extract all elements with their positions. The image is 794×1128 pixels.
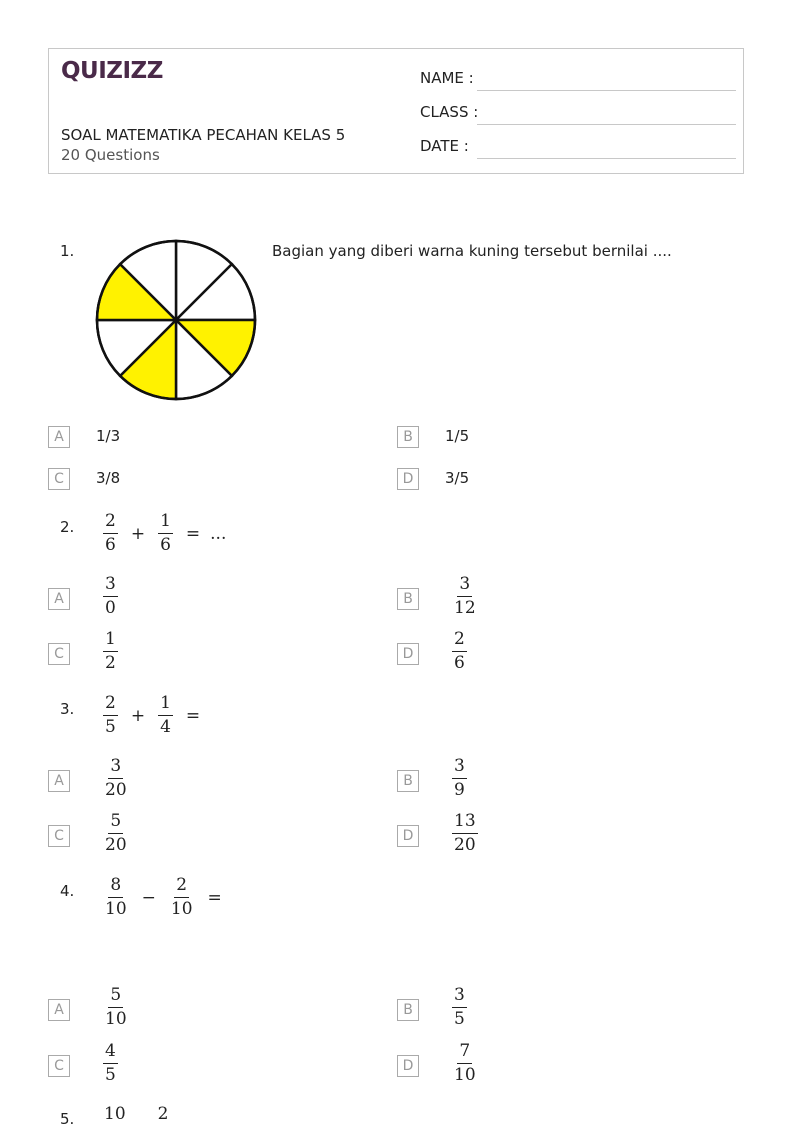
option-letter[interactable]: A (48, 999, 70, 1021)
option-letter[interactable]: A (48, 770, 70, 792)
option-letter[interactable]: C (48, 825, 70, 847)
option-letter[interactable]: D (397, 468, 419, 490)
option-letter[interactable]: B (397, 588, 419, 610)
question-number: 1. (60, 242, 75, 260)
option-letter[interactable]: A (48, 588, 70, 610)
date-line (477, 158, 736, 159)
option-fraction[interactable]: $\frac{2}{6}$ (454, 629, 465, 673)
fraction: $\frac{2}{10}$ (170, 875, 193, 919)
pie-fraction-image (95, 239, 257, 401)
option-letter[interactable]: D (397, 1055, 419, 1077)
question-number: 4. (60, 882, 75, 900)
option-letter[interactable]: C (48, 1055, 70, 1077)
option-fraction[interactable]: $\frac{5}{20}$ (105, 811, 127, 855)
question-text: Bagian yang diberi warna kuning tersebut bernilai .... (272, 242, 672, 260)
name-field (420, 69, 736, 91)
question-count: 20 Questions (61, 146, 160, 164)
option-letter[interactable]: C (48, 468, 70, 490)
option-letter[interactable]: B (397, 999, 419, 1021)
option-letter[interactable]: C (48, 643, 70, 665)
option-letter[interactable]: A (48, 426, 70, 448)
question-number: 3. (60, 700, 75, 718)
date-label: DATE : (420, 137, 469, 155)
fraction: $\frac{2}{5}$ (105, 693, 116, 737)
question-expression: $\frac{2}{5}$ + $\frac{1}{4}$ = (100, 694, 210, 737)
name-line (477, 90, 736, 91)
option-fraction[interactable]: $\frac{4}{5}$ (105, 1041, 116, 1085)
option-text[interactable]: 1/5 (445, 427, 470, 445)
option-letter[interactable]: B (397, 770, 419, 792)
fraction: $\frac{8}{10}$ (105, 875, 127, 919)
fraction: $\frac{2}{6}$ (105, 511, 116, 555)
date-field (420, 137, 736, 159)
worksheet-header (48, 48, 744, 174)
fraction: $\frac{1}{4}$ (160, 693, 171, 737)
question-expression: $\frac{8}{10}$ − $\frac{2}{10}$ = (100, 876, 232, 919)
option-letter[interactable]: B (397, 426, 419, 448)
option-text[interactable]: 3/5 (445, 469, 470, 487)
option-fraction[interactable]: $\frac{3}{20}$ (105, 756, 127, 800)
option-fraction[interactable]: $\frac{5}{10}$ (105, 985, 127, 1029)
name-label: NAME : (420, 69, 474, 87)
option-fraction[interactable]: $\frac{7}{10}$ (454, 1041, 476, 1085)
option-fraction[interactable]: $\frac{3}{0}$ (105, 574, 116, 618)
option-letter[interactable]: D (397, 825, 419, 847)
option-fraction[interactable]: $\frac{3}{12}$ (454, 574, 476, 618)
option-text[interactable]: 1/3 (96, 427, 121, 445)
quizizz-logo: QUIZIZZ (61, 58, 163, 84)
question-number: 2. (60, 518, 75, 536)
question-expression: $\frac{2}{6}$ + $\frac{1}{6}$ = ... (100, 512, 226, 555)
option-fraction[interactable]: $\frac{3}{9}$ (454, 756, 465, 800)
fraction: $\frac{1}{6}$ (160, 511, 171, 555)
class-label: CLASS : (420, 103, 479, 121)
option-text[interactable]: 3/8 (96, 469, 121, 487)
option-letter[interactable]: D (397, 643, 419, 665)
option-fraction[interactable]: $\frac{1}{2}$ (105, 629, 116, 673)
worksheet-title: SOAL MATEMATIKA PECAHAN KELAS 5 (61, 126, 346, 144)
class-field (420, 103, 736, 125)
class-line (477, 124, 736, 125)
option-fraction[interactable]: $\frac{3}{5}$ (454, 985, 465, 1029)
question-expression-partial: 10 2 (104, 1104, 169, 1124)
question-number: 5. (60, 1110, 75, 1128)
option-fraction[interactable]: $\frac{13}{20}$ (454, 811, 476, 855)
